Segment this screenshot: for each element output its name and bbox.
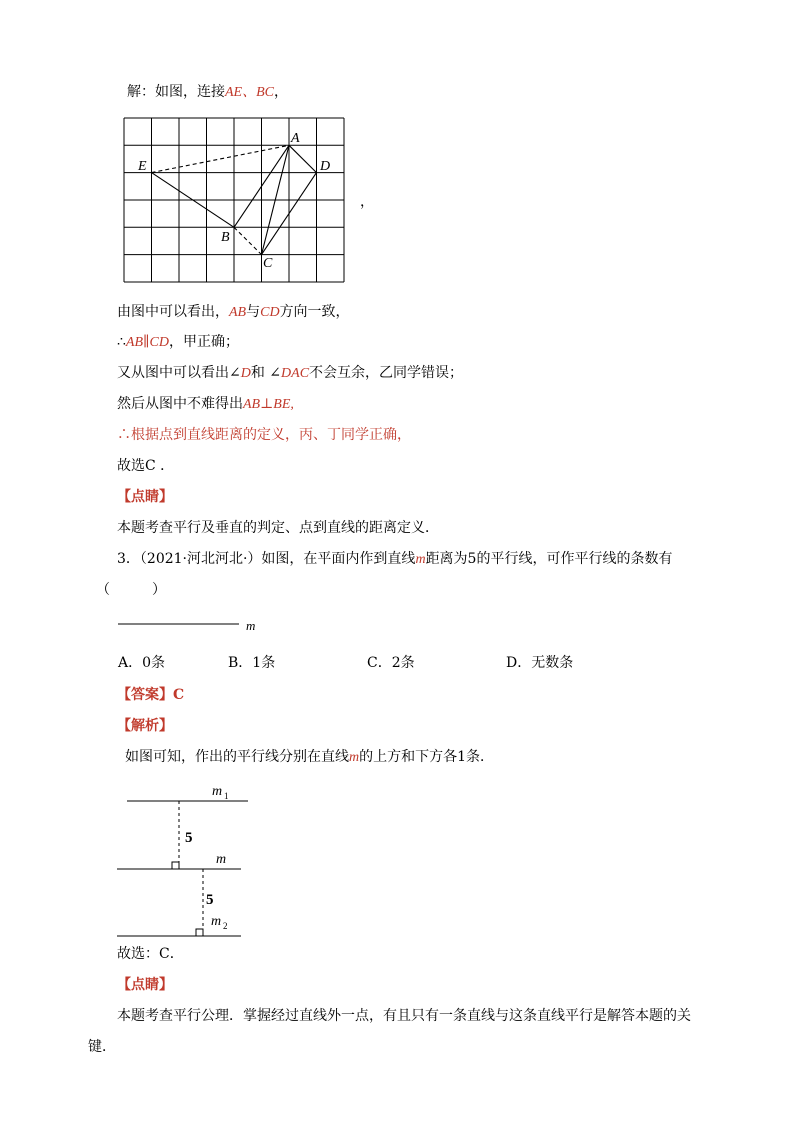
l3-prefix: 又从图中可以看出∠: [117, 365, 241, 381]
option-a: A．0条: [118, 655, 166, 671]
label-c: C: [263, 256, 273, 271]
an-suffix: 的上方和下方各1条．: [359, 749, 495, 765]
l3-mid: 和 ∠: [250, 365, 282, 381]
intro-suffix: ，: [274, 84, 288, 100]
line-m-figure: [118, 612, 268, 636]
solution-line-3: [117, 363, 463, 384]
comment-heading-2: 【点睛】: [117, 977, 173, 993]
l3-d: D: [240, 366, 251, 381]
l2-suffix: ，甲正确；: [168, 334, 239, 350]
answer-heading: 【答案】C: [117, 687, 185, 703]
option-c: C．2条: [367, 655, 415, 671]
option-b: B．1条: [228, 655, 276, 671]
grid-figure: [118, 112, 353, 290]
question-3-stem: [117, 549, 672, 570]
label-m1-sub: 1: [224, 791, 229, 801]
l4-prefix: 然后从图中不难得出: [117, 396, 243, 412]
option-d: D．无数条: [506, 655, 574, 671]
analysis-heading: 【解析】: [117, 718, 173, 734]
solution-line-4: [117, 394, 294, 415]
label-m: m: [216, 852, 227, 867]
comment-heading-1: 【点睛】: [117, 489, 173, 505]
label-m1: m: [212, 784, 223, 799]
parallel-lines-figure: [115, 780, 255, 942]
solution-line-1: [117, 302, 350, 323]
answer-paren: （ ）: [96, 582, 166, 598]
label-dist-top: 5: [185, 830, 193, 846]
l1-prefix: 由图中可以看出，: [117, 304, 229, 320]
label-e: E: [138, 159, 147, 174]
an-prefix: 如图可知，作出的平行线分别在直线: [125, 749, 349, 765]
l1-suffix: 方向一致，: [279, 304, 350, 320]
segment-ad: [289, 145, 317, 172]
q3-stem-prefix: 3．（2021·河北河北·）如图，在平面内作到直线: [117, 551, 416, 567]
label-b: B: [221, 230, 230, 245]
right-angle-mark-bottom: [196, 929, 203, 936]
solution-line-5: ∴根据点到直线距离的定义，丙、丁同学正确，: [117, 427, 411, 443]
analysis-text: [125, 747, 494, 768]
grid-trailing-comma: ，: [360, 194, 374, 210]
solution-line-2: [117, 332, 239, 353]
l1-mid: 与: [246, 304, 261, 320]
l4-rel: AB⊥BE,: [243, 397, 294, 412]
conclusion: 故选：C．: [117, 946, 184, 962]
comment-body-2: 本题考查平行公理．掌握经过直线外一点，有且只有一条直线与这条直线平行是解答本题的关: [117, 1008, 691, 1024]
label-a: A: [291, 131, 300, 146]
label-dist-bottom: 5: [206, 892, 214, 908]
q3-stem-var: m: [415, 552, 426, 567]
right-angle-mark-top: [172, 862, 179, 869]
segment-bc: [234, 227, 262, 254]
label-d: D: [320, 159, 331, 174]
segment-ea: [152, 145, 290, 172]
label-m2-sub: 2: [223, 921, 228, 931]
intro-segments: AE、BC: [225, 85, 274, 100]
l3-suffix: 不会互余，乙同学错误；: [309, 365, 464, 381]
solution-line-6: 故选C ．: [117, 458, 175, 474]
l2-prefix: ∴: [117, 334, 126, 350]
line-m-label: m: [246, 618, 256, 633]
l1-ab: AB: [229, 305, 247, 320]
comment-tail-2: 键．: [88, 1039, 116, 1055]
l3-dac: DAC: [281, 366, 310, 381]
l2-rel: AB∥CD: [125, 335, 169, 350]
label-m2: m: [211, 914, 222, 929]
intro-text: 解：如图，连接: [127, 84, 225, 100]
q3-stem-suffix: 距离为5的平行线，可作平行线的条数有: [425, 551, 673, 567]
solution-intro: [127, 82, 288, 103]
l1-cd: CD: [260, 305, 280, 320]
comment-body-1: 本题考查平行及垂直的判定、点到直线的距离定义．: [117, 520, 439, 536]
an-var: m: [349, 750, 360, 765]
